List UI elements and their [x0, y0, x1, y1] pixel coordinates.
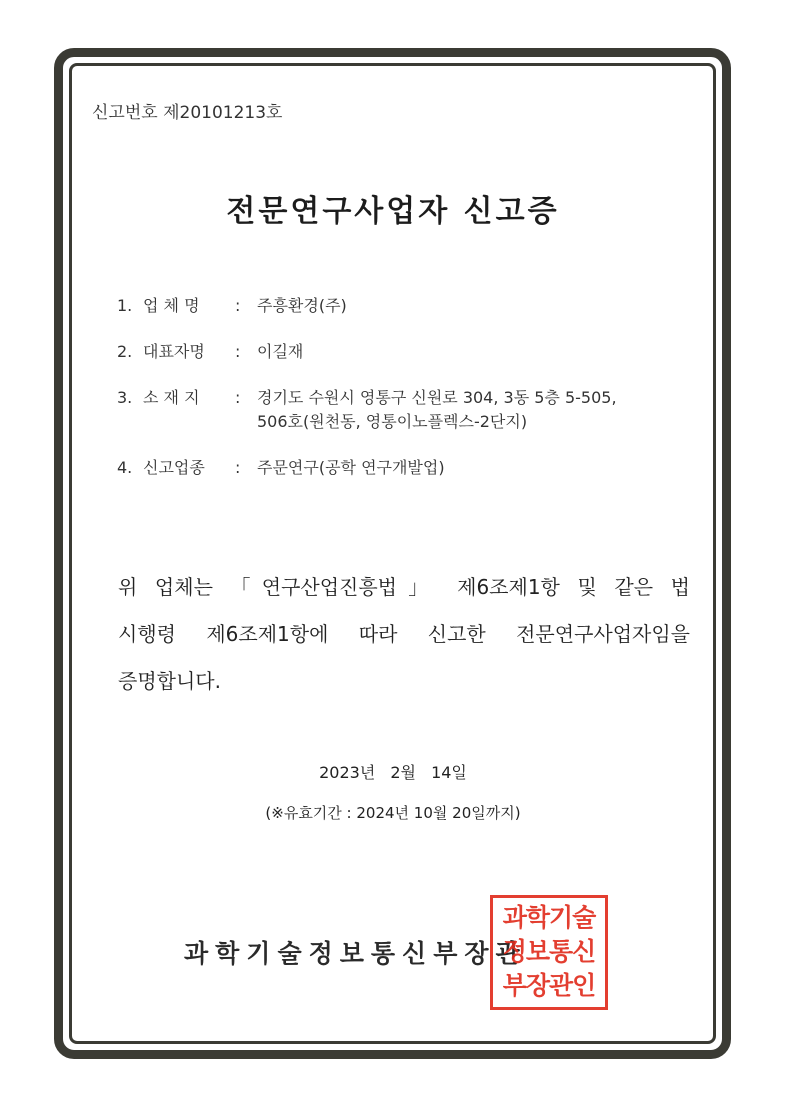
registration-number: 신고번호 제20101213호: [92, 103, 283, 123]
statement-line-3: 증명합니다.: [118, 669, 221, 693]
item-colon: :: [235, 388, 241, 407]
item-label: 신고업종: [143, 458, 205, 477]
seal-line-1: 과학기술: [502, 903, 596, 932]
item-value: 주흥환경(주): [257, 296, 347, 315]
item-colon: :: [235, 342, 241, 361]
certificate-title: 전문연구사업자 신고증: [226, 194, 560, 229]
address-line-1: 경기도 수원시 영통구 신원로 304, 3동 5층 5-505,: [257, 388, 617, 407]
seal-line-2: 정보통신: [502, 937, 596, 966]
item-value: 주문연구(공학 연구개발업): [257, 458, 445, 477]
statement-line-1: 위 업체는 「연구산업진흥법」 제6조제1항 및 같은 법: [118, 575, 690, 599]
item-value: [257, 386, 687, 434]
address-line-2: 506호(원천동, 영통이노플렉스-2단지): [257, 412, 528, 431]
item-colon: :: [235, 296, 241, 315]
item-label: 소 재 지: [143, 388, 200, 407]
detail-business-type: [117, 456, 687, 480]
issuer-name: 과학기술정보통신부장관: [184, 939, 527, 968]
seal-line-3: 부장관인: [502, 971, 596, 1000]
detail-representative: [117, 340, 687, 364]
official-seal: [490, 895, 608, 1010]
item-colon: :: [235, 458, 241, 477]
item-number: 3.: [117, 388, 133, 407]
item-label: 업 체 명: [143, 296, 200, 315]
item-number: 4.: [117, 458, 133, 477]
item-label: 대표자명: [143, 342, 205, 361]
certificate-details: [117, 294, 687, 502]
item-number: 2.: [117, 342, 133, 361]
validity-period: (※유효기간 : 2024년 10월 20일까지): [265, 804, 521, 822]
certification-statement: [118, 564, 690, 705]
item-value: 이길재: [257, 342, 304, 361]
item-number: 1.: [117, 296, 133, 315]
detail-company-name: [117, 294, 687, 318]
statement-line-2: 시행령 제6조제1항에 따라 신고한 전문연구사업자임을: [118, 622, 690, 646]
detail-address: [117, 386, 687, 434]
issue-date: 2023년 2월 14일: [319, 763, 467, 782]
